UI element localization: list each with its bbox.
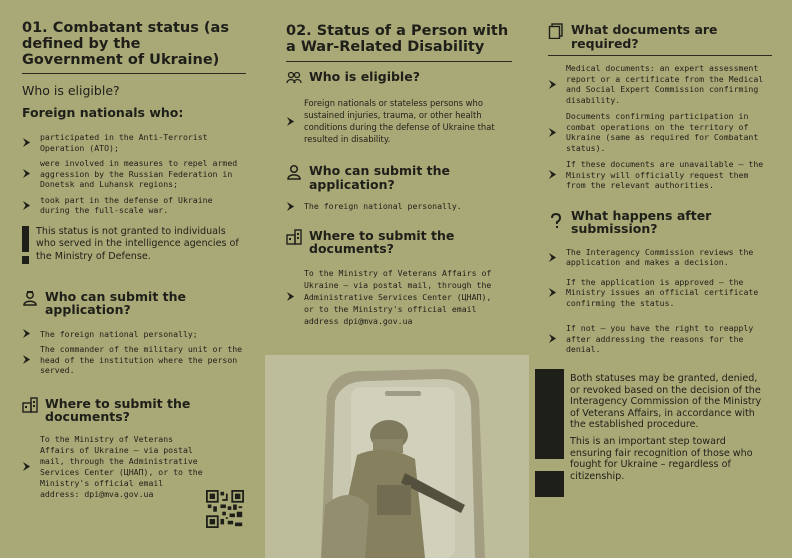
people-icon (286, 70, 302, 86)
chevron-right-icon (548, 128, 557, 137)
soldier-illustration (265, 355, 529, 558)
chevron-right-icon (548, 334, 557, 343)
where-submit-heading: Where to submit the documents? (286, 229, 512, 256)
where-submit-heading: Where to submit the documents? (22, 397, 246, 424)
chevron-right-icon (286, 292, 295, 301)
building-icon (286, 229, 302, 245)
disability-status-column (286, 0, 512, 327)
list-item: Documents confirming participation in combat operations on the territory of Ukraine (same as required for Combatant status). (548, 111, 772, 153)
list-item: To the Ministry of Veterans Affairs of Ukraine – via postal mail, through the Administrative Services Center (ЦНАП), or to the Ministry's official email address dpi@mva.gov.ua (286, 267, 498, 327)
chevron-right-icon (286, 202, 295, 211)
qr-code[interactable] (206, 490, 244, 528)
chevron-right-icon (22, 169, 31, 178)
after-submission-heading: What happens after submission? (548, 209, 772, 236)
final-note (570, 373, 770, 482)
exclamation-icon (535, 369, 564, 497)
list-item: The foreign national personally; (22, 329, 246, 340)
combatant-status-title: 01. Combatant status (as defined by the Government of Ukraine) (22, 20, 229, 68)
list-item: The foreign national personally. (286, 201, 512, 212)
list-item: The Interagency Commission reviews the application and makes a decision. (548, 247, 772, 268)
chevron-right-icon (22, 355, 31, 364)
chevron-right-icon (548, 170, 557, 179)
chevron-right-icon (286, 117, 295, 126)
combatant-status-column (22, 0, 246, 500)
chevron-right-icon (548, 80, 557, 89)
building-icon (22, 397, 38, 413)
who-eligible-heading: Who is eligible? (286, 70, 512, 86)
disability-status-title: 02. Status of a Person with a War-Related Disability (286, 23, 509, 55)
exclamation-icon (22, 226, 29, 264)
title-divider (286, 61, 512, 62)
who-submit-heading: Who can submit the application? (286, 164, 512, 191)
documents-heading: What documents are required? (548, 23, 772, 50)
person-icon (22, 290, 38, 306)
list-item: To the Ministry of Veterans Affairs of Ukraine – via postal mail, through the Administrative Services Center (ЦНАП), or to the Ministry's official email address: dpi@mva.gov.ua (22, 434, 204, 500)
who-eligible-heading: Who is eligible? (22, 83, 120, 98)
list-item: Foreign nationals or stateless persons who sustained injuries, trauma, or other health conditions during the defense of Ukraine that resulted in disability. (286, 97, 512, 145)
person-icon (286, 164, 302, 180)
list-item: were involved in measures to repel armed aggression by the Russian Federation in Donetsk and Luhansk regions; (22, 158, 246, 190)
final-note-p1: Both statuses may be granted, denied, or revoked based on the decision of the Interagency Commission of the Ministry of Veterans Affairs, in accordance with the established procedure. (570, 373, 762, 431)
question-icon (548, 213, 564, 229)
chevron-right-icon (22, 138, 31, 147)
chevron-right-icon (22, 462, 31, 471)
who-submit-heading: Who can submit the application? (22, 290, 246, 317)
heading-divider (548, 55, 772, 56)
list-item: participated in the Anti-Terrorist Operation (ATO); (22, 132, 246, 153)
list-item: If not – you have the right to reapply after addressing the reasons for the denial. (548, 323, 772, 355)
title-divider (22, 73, 246, 74)
list-item: If the application is approved – the Ministry issues an official certificate confirming the status. (548, 277, 772, 309)
list-item: The commander of the military unit or the head of the institution where the person served. (22, 344, 246, 376)
list-item: took part in the defense of Ukraine during the full-scale war. (22, 195, 246, 216)
warning-note: This status is not granted to individuals who served in the intelligence agencies of the Ministry of Defense. (22, 226, 246, 264)
chevron-right-icon (548, 253, 557, 262)
list-item: Medical documents: an expert assessment report or a certificate from the Medical and Social Expert Commission confirming disability. (548, 63, 772, 105)
list-item: If these documents are unavailable – the Ministry will officially request them from the relevant authorities. (548, 159, 772, 191)
chevron-right-icon (548, 288, 557, 297)
procedure-column (548, 0, 772, 355)
foreign-nationals-label: Foreign nationals who: (22, 105, 184, 120)
chevron-right-icon (22, 201, 31, 210)
final-note-p2: This is an important step toward ensuring fair recognition of those who fought for Ukraine – regardless of citizenship. (570, 435, 753, 482)
document-icon (548, 23, 564, 39)
soldier-phone-image (265, 355, 529, 558)
chevron-right-icon (22, 329, 31, 338)
